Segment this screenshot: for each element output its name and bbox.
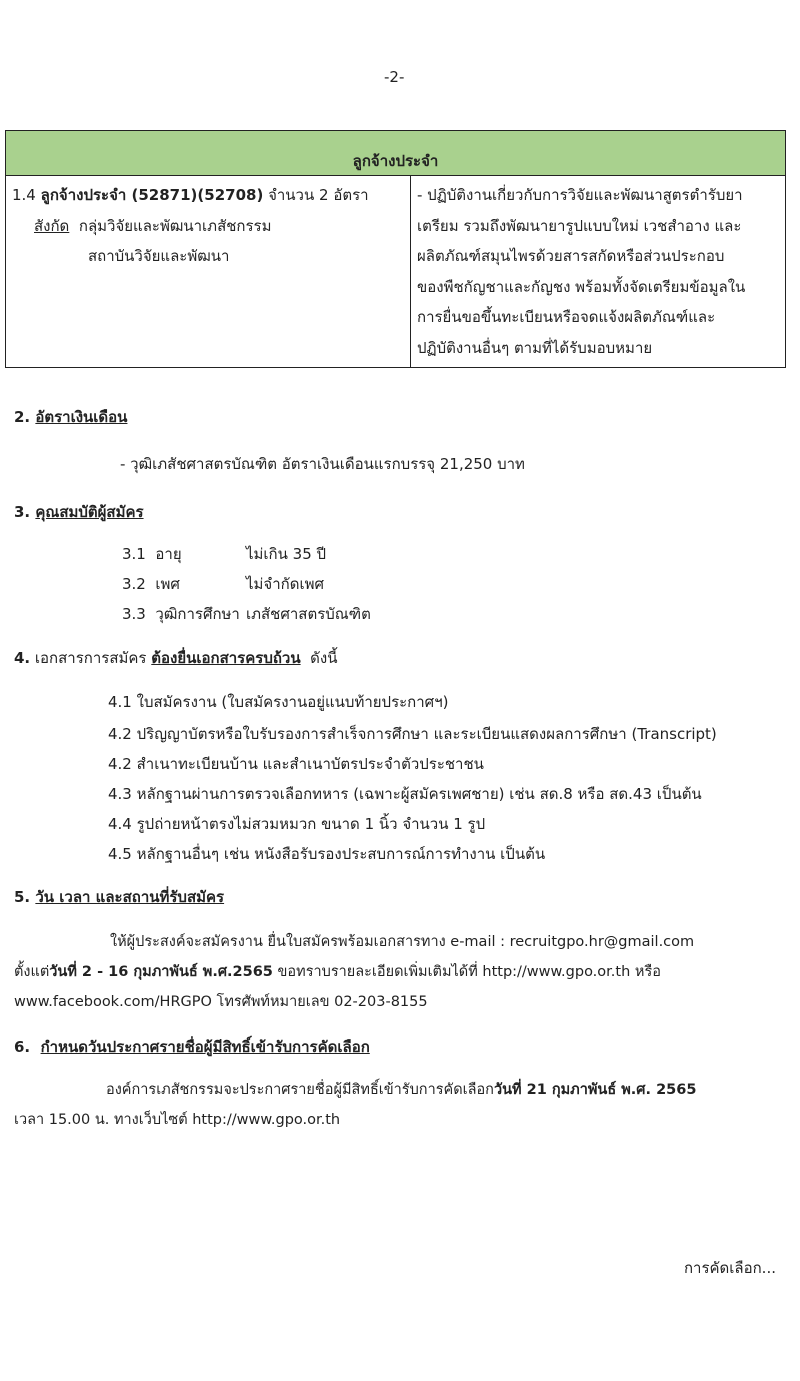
contact-line: www.facebook.com/HRGPO โทรศัพท์หมายเลข 02-203-8155 — [14, 994, 428, 1010]
announcement-time: เวลา 15.00 น. ทางเว็บไซต์ http://www.gpo.or.th — [14, 1112, 341, 1128]
page-number: -2- — [384, 68, 405, 86]
section-2-heading: 2. อัตราเงินเดือน — [14, 408, 128, 426]
duty-line: ของพืชกัญชาและกัญชง พร้อมทั้งจัดเตรียมข้อมูลใน — [417, 277, 746, 296]
section-5-heading: 5. วัน เวลา และสถานที่รับสมัคร — [14, 888, 225, 906]
salary-line: - วุฒิเภสัชศาสตรบัณฑิต อัตราเงินเดือนแรกบรรจุ 21,250 บาท — [120, 455, 525, 473]
position-number: 1.4 — [12, 186, 36, 204]
document-item: 4.3 หลักฐานผ่านการตรวจเลือกทหาร (เฉพาะผู้สมัครเพศชาย) เช่น สด.8 หรือ สด.43 เป็นต้น — [108, 785, 702, 803]
position-table — [5, 130, 786, 368]
application-dates: ตั้งแต่วันที่ 2 - 16 กุมภาพันธ์ พ.ศ.2565 ขอทราบรายละเอียดเพิ่มเติมได้ที่ http://www.gpo.or.th หรือ — [14, 964, 661, 980]
announcement-line: องค์การเภสัชกรรมจะประกาศรายชื่อผู้มีสิทธิ์เข้ารับการคัดเลือกวันที่ 21 กุมภาพันธ์ พ.ศ. 2565 — [106, 1082, 697, 1098]
affiliation-group: กลุ่มวิจัยและพัฒนาเภสัชกรรม — [78, 216, 272, 235]
affiliation-label: สังกัด — [34, 216, 70, 235]
document-item: 4.5 หลักฐานอื่นๆ เช่น หนังสือรับรองประสบการณ์การทำงาน เป็นต้น — [108, 845, 546, 863]
document-item: 4.2 ปริญญาบัตรหรือใบรับรองการสำเร็จการศึกษา และระเบียนแสดงผลการศึกษา (Transcript) — [108, 725, 717, 743]
document-item: 4.1 ใบสมัครงาน (ใบสมัครงานอยู่แนบท้ายประกาศฯ) — [108, 693, 449, 711]
position-cell — [6, 176, 411, 368]
qualification-item: 3.1 อายุ ไม่เกิน 35 ปี — [122, 545, 327, 563]
position-count: จำนวน 2 อัตรา — [268, 186, 369, 204]
section-3-heading: 3. คุณสมบัติผู้สมัคร — [14, 503, 144, 521]
qualification-item: 3.2 เพศ ไม่จำกัดเพศ — [122, 575, 325, 593]
application-line: ให้ผู้ประสงค์จะสมัครงาน ยื่นใบสมัครพร้อมเอกสารทาง e-mail : recruitgpo.hr@gmail.com — [110, 934, 695, 950]
document-item: 4.2 สำเนาทะเบียนบ้าน และสำเนาบัตรประจำตัวประชาชน — [108, 755, 484, 773]
continuation-footer: การคัดเลือก... — [683, 1259, 776, 1277]
section-4-heading: 4. เอกสารการสมัคร ต้องยื่นเอกสารครบถ้วน ดังนี้ — [14, 649, 338, 667]
position-title: ลูกจ้างประจำ (52871)(52708) — [40, 186, 264, 204]
duty-line: เตรียม รวมถึงพัฒนายารูปแบบใหม่ เวชสำอาง และ — [417, 216, 742, 235]
duty-line: ปฏิบัติงานอื่นๆ ตามที่ได้รับมอบหมาย — [417, 338, 653, 357]
duties-cell — [411, 176, 786, 368]
section-6-heading: 6. กำหนดวันประกาศรายชื่อผู้มีสิทธิ์เข้ารับการคัดเลือก — [14, 1038, 370, 1056]
qualification-item: 3.3 วุฒิการศึกษา เภสัชศาสตรบัณฑิต — [122, 605, 371, 623]
document-item: 4.4 รูปถ่ายหน้าตรงไม่สวมหมวก ขนาด 1 นิ้ว จำนวน 1 รูป — [108, 815, 486, 833]
duty-line: ผลิตภัณฑ์สมุนไพรด้วยสารสกัดหรือส่วนประกอบ — [417, 247, 725, 265]
table-header: ลูกจ้างประจำ — [6, 131, 786, 176]
duty-line: การยื่นขอขึ้นทะเบียนหรือจดแจ้งผลิตภัณฑ์และ — [417, 308, 716, 326]
affiliation-institute: สถาบันวิจัยและพัฒนา — [88, 247, 230, 265]
duty-line: - ปฏิบัติงานเกี่ยวกับการวิจัยและพัฒนาสูตรตำรับยา — [417, 186, 743, 204]
